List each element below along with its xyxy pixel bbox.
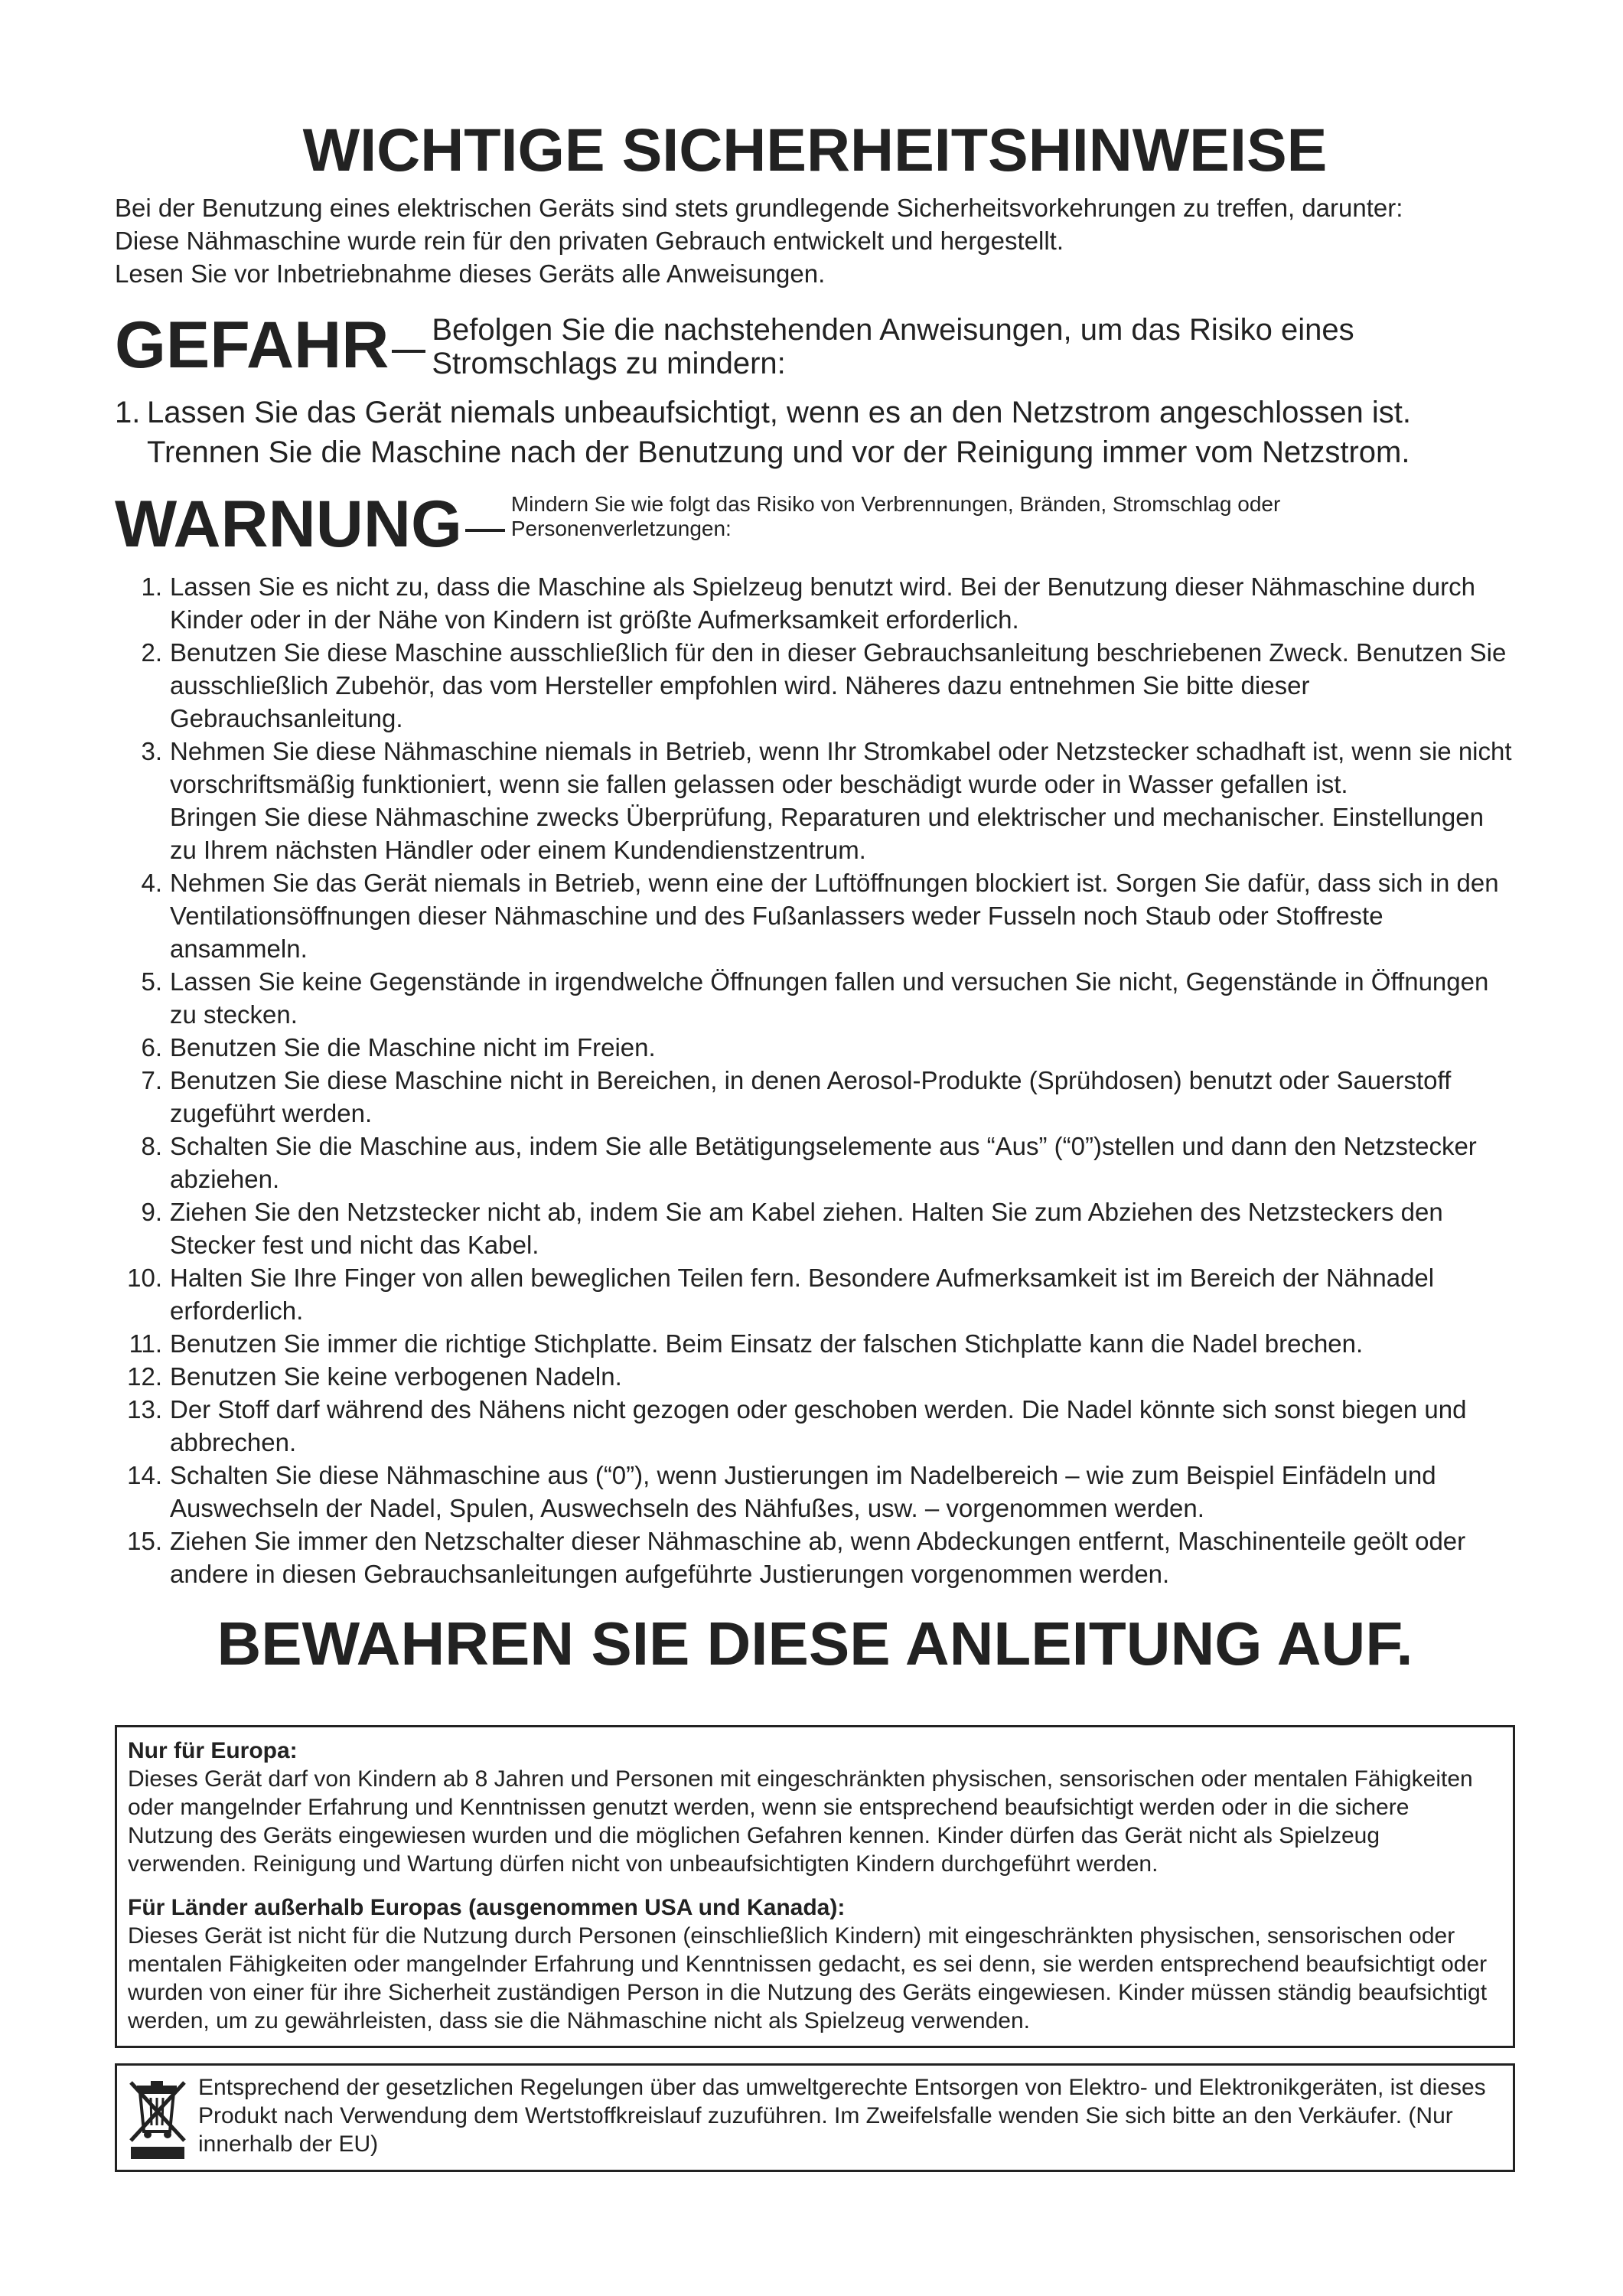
danger-description	[432, 313, 1354, 380]
item-number: 1.	[141, 572, 162, 601]
danger-description-line: Stromschlags zu mindern:	[432, 347, 786, 380]
intro-line: Bei der Benutzung eines elektrischen Geräts sind stets grundlegende Sicherheitsvorkehrungen zu treffen, darunter:	[115, 194, 1403, 222]
list-item	[115, 1327, 1515, 1360]
crossed-out-bin-icon	[128, 2078, 187, 2161]
list-item	[115, 636, 1515, 735]
item-text: Benutzen Sie keine verbogenen Nadeln.	[170, 1362, 622, 1391]
list-item	[115, 735, 1515, 866]
item-text: Benutzen Sie die Maschine nicht im Freien.	[170, 1033, 656, 1062]
disposal-text: Entsprechend der gesetzlichen Regelungen über das umweltgerechte Entsorgen von Elektro- und Elektronikgeräten, ist dieses Produkt nach Verwendung dem Wertstoffkreislauf zuzuführen. Im Zweifelsfalle wenden Sie sich bitte an den Verkäufer. (Nur innerhalb der EU)	[198, 2075, 1486, 2157]
spacer	[128, 1878, 1498, 1893]
disposal-notice-box	[115, 2063, 1515, 2172]
item-number: 7.	[141, 1066, 162, 1094]
danger-dash	[392, 350, 425, 353]
danger-header	[115, 310, 1515, 380]
intro-text	[115, 191, 1515, 290]
item-text: Ziehen Sie immer den Netzschalter dieser Nähmaschine ab, wenn Abdeckungen entfernt, Maschinenteile geölt oder andere in diesen Gebrauchsanleitungen aufgeführte Justierungen vorgenommen werden.	[170, 1527, 1466, 1588]
item-text: Halten Sie Ihre Finger von allen beweglichen Teilen fern. Besondere Aufmerksamkeit ist im Bereich der Nähnadel erforderlich.	[170, 1264, 1435, 1325]
item-text: Schalten Sie die Maschine aus, indem Sie alle Betätigungselemente aus “Aus” (“0”)stellen und dann den Netzstecker abziehen.	[170, 1132, 1477, 1193]
item-text: Benutzen Sie diese Maschine nicht in Bereichen, in denen Aerosol-Produkte (Sprühdosen) benutzt oder Sauerstoff zugeführt werden.	[170, 1066, 1452, 1127]
danger-description-line: Befolgen Sie die nachstehenden Anweisungen, um das Risiko eines	[432, 313, 1354, 347]
item-text: Lassen Sie es nicht zu, dass die Maschine als Spielzeug benutzt wird. Bei der Benutzung dieser Nähmaschine durch Kinder oder in der Nähe von Kindern ist größte Aufmerksamkeit erforderlich.	[170, 572, 1475, 634]
item-text: Benutzen Sie diese Maschine ausschließlich für den in dieser Gebrauchsanleitung beschriebenen Zweck. Benutzen Sie ausschließlich Zubehör, das vom Hersteller empfohlen wird. Näheres dazu entnehmen Sie bitte dieser Gebrauchsanleitung.	[170, 638, 1507, 732]
list-item	[115, 1195, 1515, 1261]
item-text: Benutzen Sie immer die richtige Stichplatte. Beim Einsatz der falschen Stichplatte kann die Nadel brechen.	[170, 1329, 1364, 1358]
audience-notice-box	[115, 1725, 1515, 2048]
list-item	[115, 1459, 1515, 1525]
item-number: 11.	[129, 1329, 162, 1358]
item-number: 6.	[141, 1033, 162, 1062]
list-item	[115, 1360, 1515, 1393]
list-item	[115, 1525, 1515, 1590]
warning-dash	[465, 529, 505, 532]
europe-heading: Nur für Europa:	[128, 1738, 298, 1763]
list-item	[115, 1130, 1515, 1195]
list-item	[115, 393, 1515, 472]
item-text: Ziehen Sie den Netzstecker nicht ab, indem Sie am Kabel ziehen. Halten Sie zum Abziehen des Netzsteckers den Stecker fest und nicht das Kabel.	[170, 1198, 1443, 1259]
save-instructions-heading: BEWAHREN SIE DIESE ANLEITUNG AUF.	[217, 1609, 1413, 1678]
item-text: Der Stoff darf während des Nähens nicht gezogen oder geschoben werden. Die Nadel könnte sich sonst biegen und abbrechen.	[170, 1395, 1467, 1456]
warning-description	[511, 492, 1280, 541]
list-item	[115, 1261, 1515, 1327]
intro-line: Diese Nähmaschine wurde rein für den privaten Gebrauch entwickelt und hergestellt.	[115, 227, 1064, 255]
warning-list	[115, 570, 1515, 1590]
item-number: 4.	[141, 869, 162, 897]
item-text: Lassen Sie das Gerät niemals unbeaufsichtigt, wenn es an den Netzstrom angeschlossen ist. Trennen Sie die Maschine nach der Benutzung und vor der Reinigung immer vom Netzstrom.	[147, 396, 1412, 469]
item-number: 12.	[127, 1362, 162, 1391]
warning-header	[115, 489, 1515, 559]
list-item	[115, 866, 1515, 965]
item-text: Nehmen Sie diese Nähmaschine niemals in Betrieb, wenn Ihr Stromkabel oder Netzstecker schadhaft ist, wenn sie nicht vorschriftsmäßig funktioniert, wenn sie fallen gelassen oder beschädigt wurde oder in Wasser gefallen ist.	[170, 737, 1512, 798]
item-number: 8.	[141, 1132, 162, 1160]
page-title: WICHTIGE SICHERHEITSHINWEISE	[302, 116, 1328, 184]
item-text: Bringen Sie diese Nähmaschine zwecks Überprüfung, Reparaturen und elektrischer und mechanischer. Einstellungen zu Ihrem nächsten Händler oder einem Kundendienstzentrum.	[170, 803, 1484, 864]
danger-list	[115, 393, 1515, 472]
list-item	[115, 1393, 1515, 1459]
item-number: 1.	[115, 396, 141, 429]
item-text: Schalten Sie diese Nähmaschine aus (“0”), wenn Justierungen im Nadelbereich – wie zum Beispiel Einfädeln und Auswechseln der Nadel, Spulen, Auswechseln des Nähfußes, usw. – vorgenommen werden.	[170, 1461, 1436, 1522]
warning-description-line: Personenverletzungen:	[510, 517, 732, 540]
item-text-block	[170, 735, 1515, 866]
item-number: 14.	[127, 1461, 162, 1489]
item-text: Lassen Sie keine Gegenstände in irgendwelche Öffnungen fallen und versuchen Sie nicht, Gegenstände in Öffnungen zu stecken.	[170, 967, 1489, 1029]
item-number: 10.	[127, 1264, 162, 1292]
item-number: 2.	[141, 638, 162, 667]
item-number: 13.	[127, 1395, 162, 1424]
list-item	[115, 1031, 1515, 1064]
item-number: 9.	[141, 1198, 162, 1226]
list-item	[115, 1064, 1515, 1130]
danger-label: GEFAHR	[115, 308, 389, 382]
europe-text: Dieses Gerät darf von Kindern ab 8 Jahren und Personen mit eingeschränkten physischen, sensorischen oder mentalen Fähigkeiten oder mangelnder Erfahrung und Kenntnissen genutzt werden, wenn sie entsprechend beaufsichtigt werden oder in die sichere Nutzung des Geräts eingewiesen wurden und die möglichen Gefahren kennen. Kinder dürfen das Gerät nicht als Spielzeug verwenden. Reinigung und Wartung dürfen nicht von unbeaufsichtigten Kindern durchgeführt werden.	[128, 1766, 1473, 1877]
intro-line: Lesen Sie vor Inbetriebnahme dieses Geräts alle Anweisungen.	[115, 259, 826, 288]
item-number: 15.	[127, 1527, 162, 1555]
list-item	[115, 570, 1515, 636]
list-item	[115, 965, 1515, 1031]
warning-description-line: Mindern Sie wie folgt das Risiko von Verbrennungen, Bränden, Stromschlag oder	[510, 492, 1281, 516]
item-number: 3.	[141, 737, 162, 765]
item-text: Nehmen Sie das Gerät niemals in Betrieb, wenn eine der Luftöffnungen blockiert ist. Sorgen Sie dafür, dass sich in den Ventilationsöffnungen dieser Nähmaschine und des Fußanlassers weder Fusseln noch Staub oder Stoffreste ansammeln.	[170, 869, 1499, 963]
item-number: 5.	[141, 967, 162, 996]
non-europe-text: Dieses Gerät ist nicht für die Nutzung durch Personen (einschließlich Kindern) mit eingeschränkten physischen, sensorischen oder mentalen Fähigkeiten oder mangelnder Erfahrung und Kenntnissen gedacht, es sei denn, sie werden entsprechend beaufsichtigt oder wurden von einer für ihre Sicherheit zuständigen Person in die Nutzung des Geräts eingewiesen. Kinder müssen ständig beaufsichtigt werden, um zu gewährleisten, dass sie die Nähmaschine nicht als Spielzeug verwenden.	[128, 1923, 1488, 2033]
manual-page	[115, 0, 1515, 2172]
warning-label: WARNUNG	[115, 488, 462, 561]
non-europe-heading: Für Länder außerhalb Europas (ausgenommen USA und Kanada):	[128, 1895, 846, 1920]
